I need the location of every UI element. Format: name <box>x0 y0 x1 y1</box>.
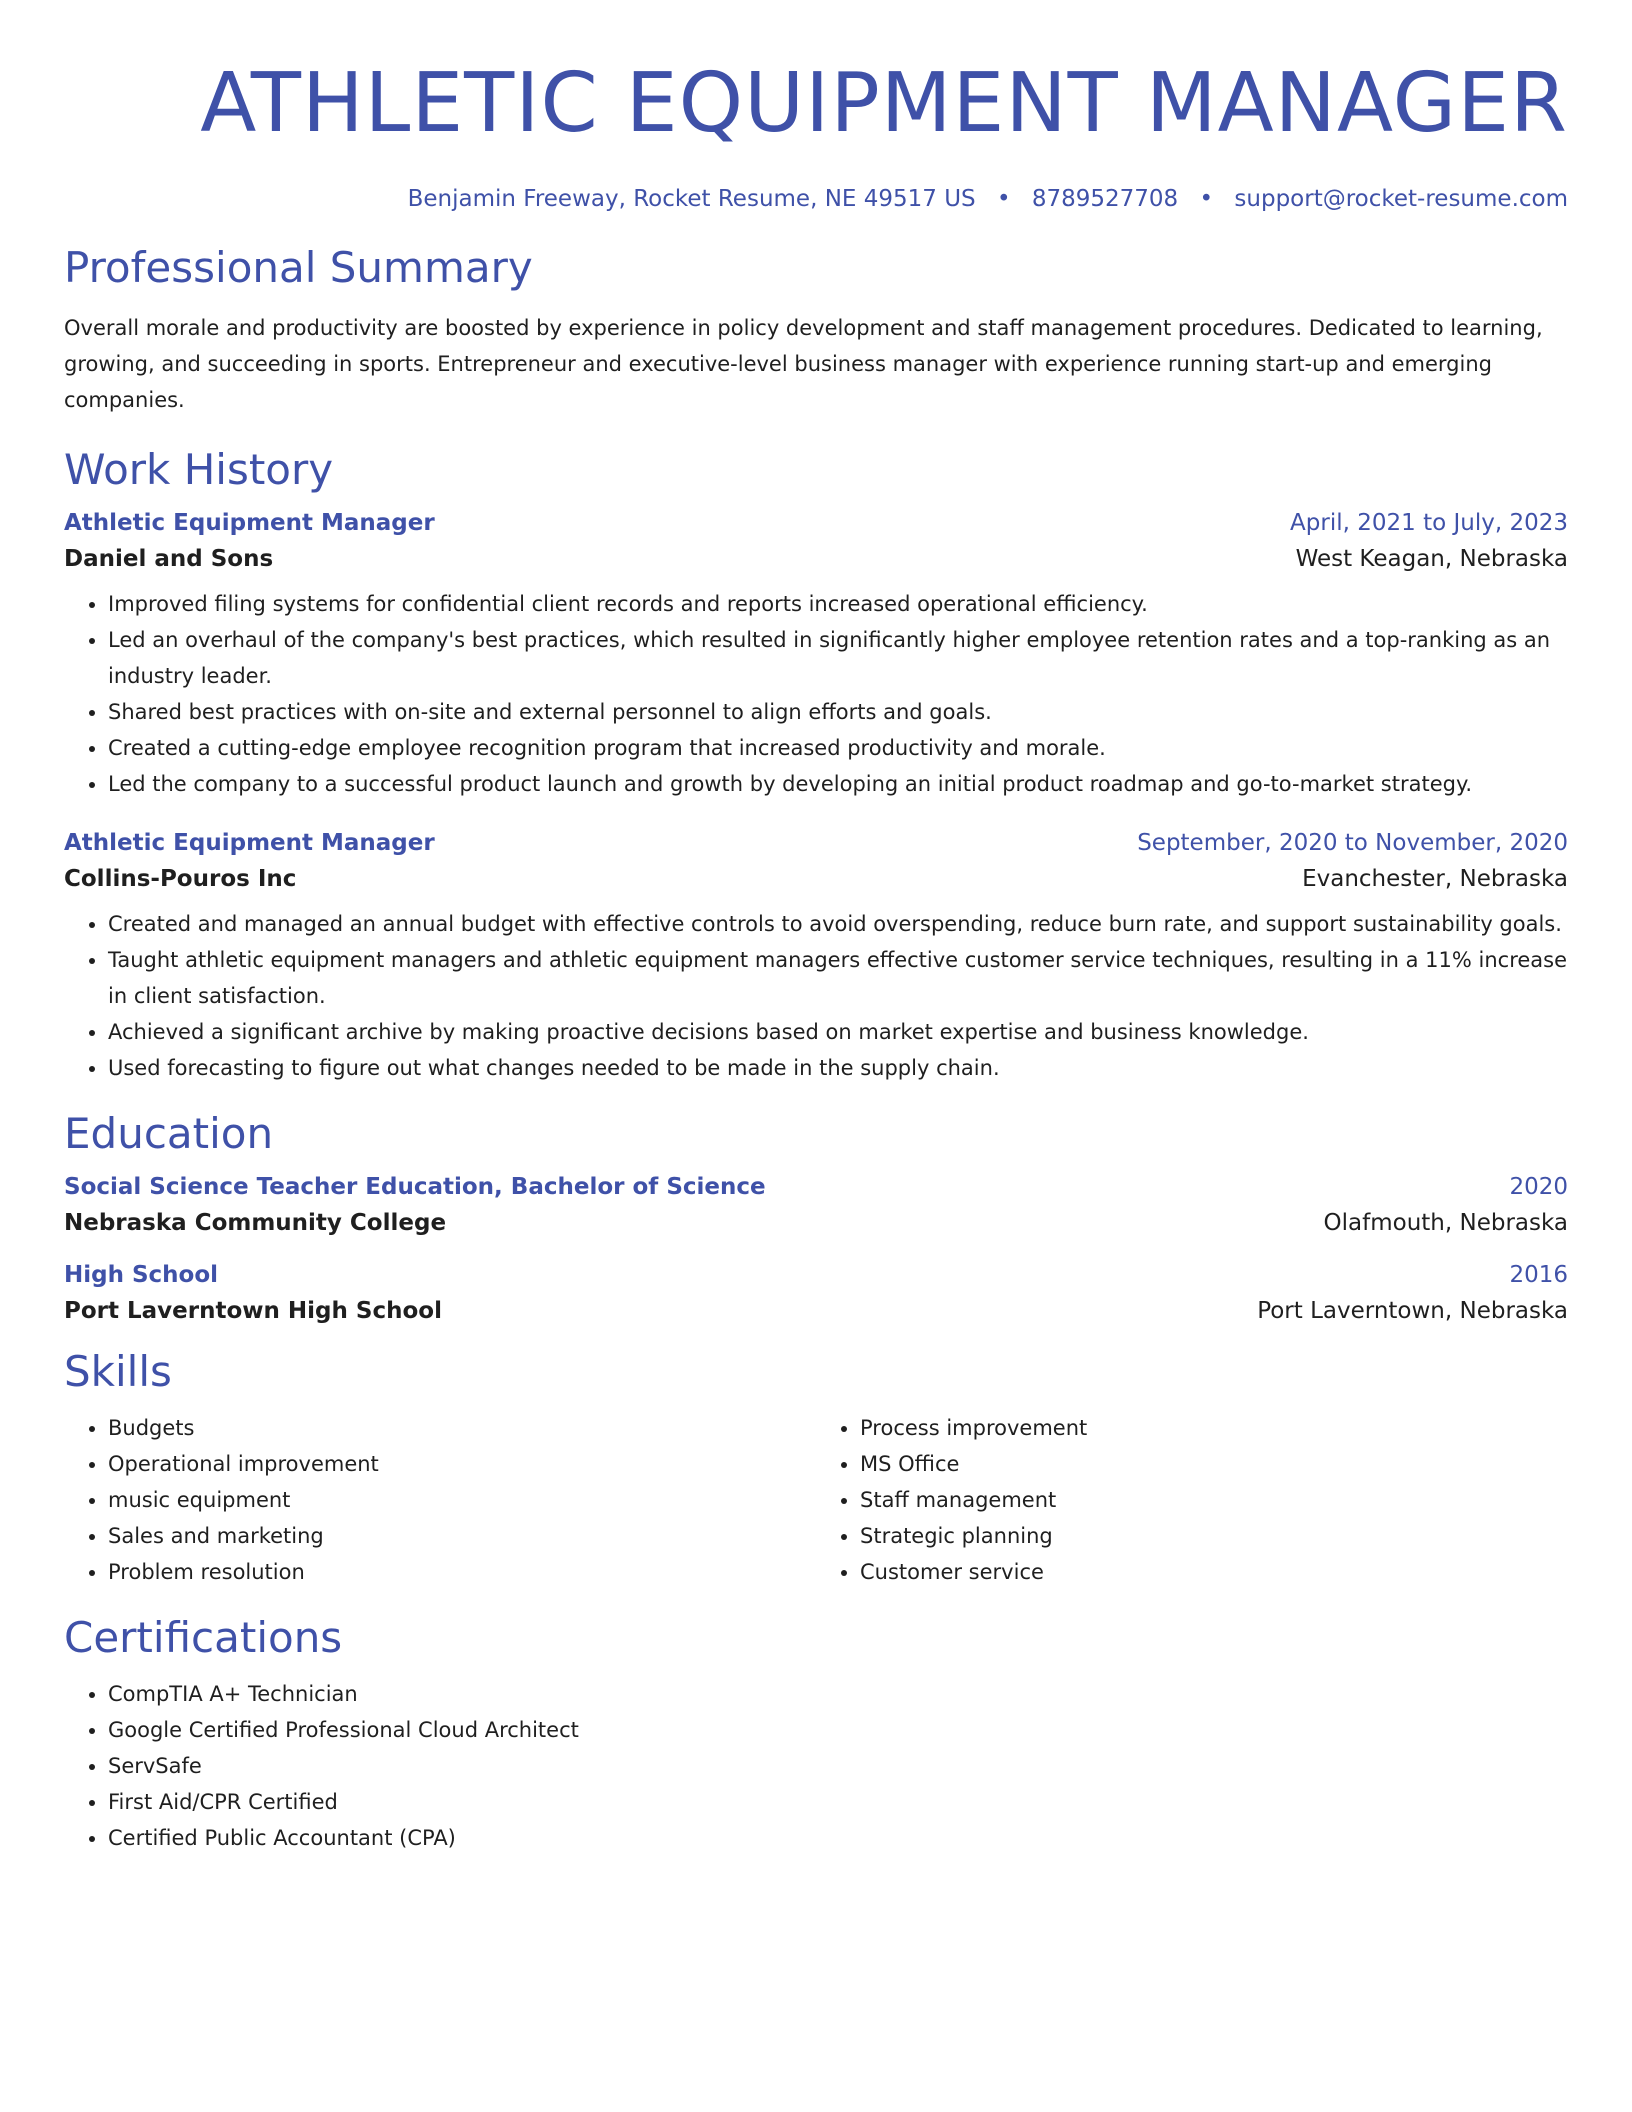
skills-section <box>64 1346 1568 1590</box>
resume-title: ATHLETIC EQUIPMENT MANAGER <box>200 56 1568 151</box>
job-location: West Keagan, Nebraska <box>1295 546 1568 572</box>
education-year: 2020 <box>1509 1174 1568 1200</box>
list-item: • Operational improvement <box>108 1446 816 1482</box>
work-section <box>64 444 1568 1086</box>
list-item: • Taught athletic equipment managers and athletic equipment managers effective customer service techniques, resulting in a 11% increase in client satisfaction. <box>108 942 1568 1014</box>
list-item: • Used forecasting to figure out what changes needed to be made in the supply chain. <box>108 1050 1568 1086</box>
education-header-row <box>64 1174 1568 1200</box>
certifications-list <box>64 1676 1568 1856</box>
job-entry <box>64 510 1568 802</box>
skills-list-left <box>64 1410 816 1590</box>
education-school-row <box>64 1298 1568 1324</box>
skills-list-right <box>816 1410 1568 1590</box>
summary-heading: Professional Summary <box>64 243 533 292</box>
skills-heading: Skills <box>64 1347 172 1396</box>
education-degree: High School <box>64 1262 219 1288</box>
education-section <box>64 1108 1568 1324</box>
certifications-heading: Certifications <box>64 1613 343 1662</box>
list-item: • Strategic planning <box>860 1518 1568 1554</box>
education-heading: Education <box>64 1109 274 1158</box>
list-item: • Budgets <box>108 1410 816 1446</box>
list-item: • Led the company to a successful product launch and growth by developing an initial product roadmap and go-to-market strategy. <box>108 766 1568 802</box>
education-header-row <box>64 1262 1568 1288</box>
summary-section <box>64 242 1568 418</box>
job-bullets <box>64 906 1568 1086</box>
job-company-row <box>64 866 1568 892</box>
job-company-row <box>64 546 1568 572</box>
list-item: • Customer service <box>860 1554 1568 1590</box>
education-school-row <box>64 1210 1568 1236</box>
list-item: • CompTIA A+ Technician <box>108 1676 1568 1712</box>
list-item: • Staff management <box>860 1482 1568 1518</box>
job-entry <box>64 830 1568 1086</box>
job-company: Collins-Pouros Inc <box>64 866 297 892</box>
job-location: Evanchester, Nebraska <box>1302 866 1568 892</box>
list-item: • Problem resolution <box>108 1554 816 1590</box>
contact-separator: • <box>996 186 1011 212</box>
list-item: • Google Certified Professional Cloud Architect <box>108 1712 1568 1748</box>
list-item: • Process improvement <box>860 1410 1568 1446</box>
list-item: • Created a cutting-edge employee recognition program that increased productivity and morale. <box>108 730 1568 766</box>
education-entry <box>64 1174 1568 1236</box>
list-item: • music equipment <box>108 1482 816 1518</box>
list-item: • Improved filing systems for confidential client records and reports increased operational efficiency. <box>108 586 1568 622</box>
education-school: Port Laverntown High School <box>64 1298 442 1324</box>
list-item: • First Aid/CPR Certified <box>108 1784 1568 1820</box>
job-bullets <box>64 586 1568 802</box>
job-title: Athletic Equipment Manager <box>64 510 435 536</box>
contact-separator: • <box>1199 186 1214 212</box>
certifications-section <box>64 1612 1568 1856</box>
job-dates: April, 2021 to July, 2023 <box>1290 510 1568 536</box>
contact-email[interactable]: support@rocket-resume.com <box>1234 186 1568 212</box>
job-header-row <box>64 830 1568 856</box>
list-item: • Created and managed an annual budget with effective controls to avoid overspending, reduce burn rate, and support sustainability goals. <box>108 906 1568 942</box>
list-item: • Shared best practices with on-site and external personnel to align efforts and goals. <box>108 694 1568 730</box>
work-heading: Work History <box>64 445 334 494</box>
skills-columns <box>64 1410 1568 1590</box>
education-school: Nebraska Community College <box>64 1210 447 1236</box>
education-year: 2016 <box>1509 1262 1568 1288</box>
list-item: • Certified Public Accountant (CPA) <box>108 1820 1568 1856</box>
education-degree: Social Science Teacher Education, Bachelor of Science <box>64 1174 766 1200</box>
contact-address: Benjamin Freeway, Rocket Resume, NE 49517 US <box>407 186 976 212</box>
contact-line <box>64 184 1568 214</box>
education-location: Port Laverntown, Nebraska <box>1257 1298 1568 1324</box>
list-item: • Achieved a significant archive by making proactive decisions based on market expertise and business knowledge. <box>108 1014 1568 1050</box>
summary-text: Overall morale and productivity are boosted by experience in policy development and staff management procedures. Dedicated to learning, growing, and succeeding in sports. Entrepreneur and executive-level business manager with experience running start-up and emerging companies. <box>64 316 1543 412</box>
list-item: • ServSafe <box>108 1748 1568 1784</box>
resume-header <box>64 56 1568 214</box>
education-entry <box>64 1262 1568 1324</box>
job-title: Athletic Equipment Manager <box>64 830 435 856</box>
education-location: Olafmouth, Nebraska <box>1323 1210 1568 1236</box>
list-item: • Led an overhaul of the company's best practices, which resulted in significantly higher employee retention rates and a top-ranking as an industry leader. <box>108 622 1568 694</box>
list-item: • Sales and marketing <box>108 1518 816 1554</box>
contact-phone[interactable]: 8789527708 <box>1031 186 1179 212</box>
list-item: • MS Office <box>860 1446 1568 1482</box>
job-company: Daniel and Sons <box>64 546 274 572</box>
job-header-row <box>64 510 1568 536</box>
job-dates: September, 2020 to November, 2020 <box>1137 830 1568 856</box>
